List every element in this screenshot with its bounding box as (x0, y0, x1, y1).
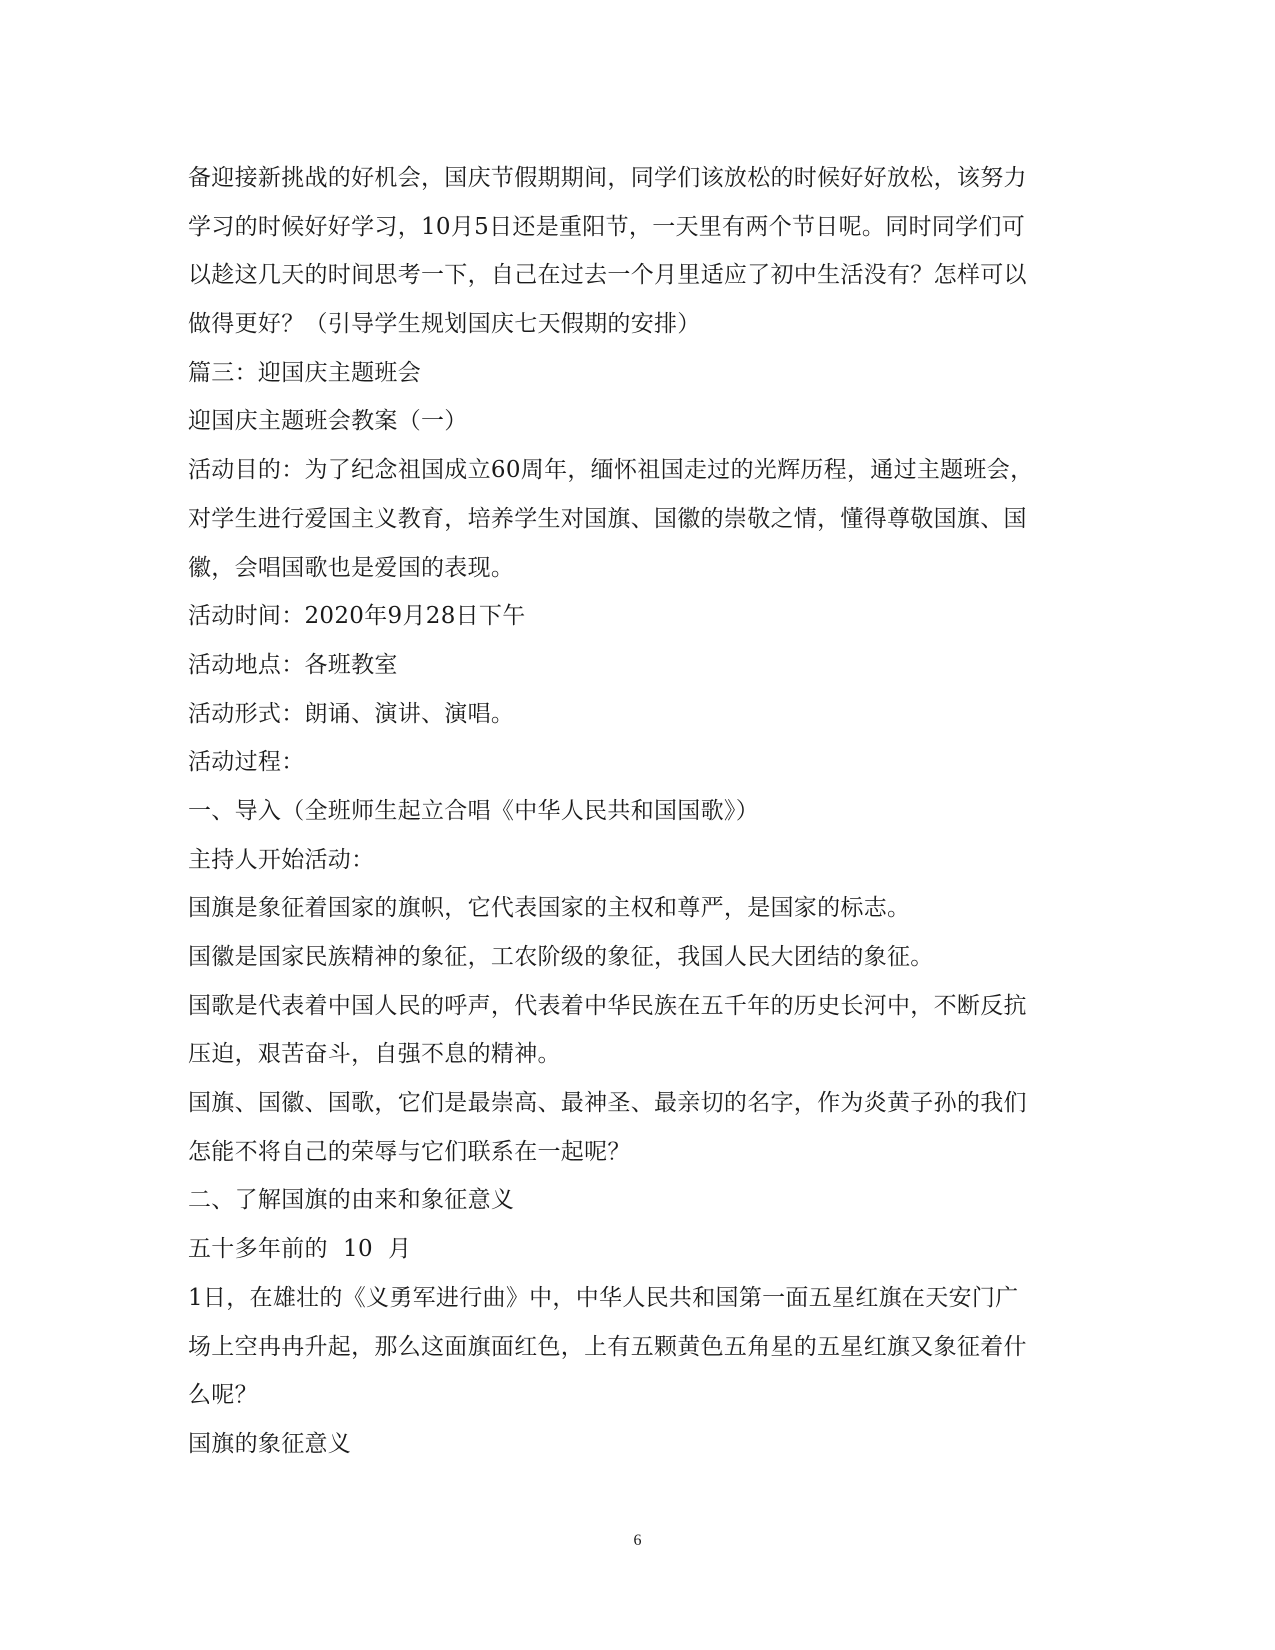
text-line: 国歌是代表着中国人民的呼声，代表着中华民族在五千年的历史长河中，不断反抗 (188, 992, 1027, 1019)
text-line: 学习的时候好好学习，10月5日还是重阳节，一天里有两个节日呢。同时同学们可 (188, 213, 1025, 240)
text-line: 国旗、国徽、国歌，它们是最崇高、最神圣、最亲切的名字，作为炎黄子孙的我们 (188, 1090, 1027, 1117)
activity-format: 活动形式：朗诵、演讲、演唱。 (188, 700, 515, 727)
text-line: 么呢？ (188, 1382, 258, 1409)
text-line: 国旗是象征着国家的旗帜，它代表国家的主权和尊严，是国家的标志。 (188, 895, 911, 922)
text-line: 徽，会唱国歌也是爱国的表现。 (188, 554, 515, 581)
lesson-plan-title: 迎国庆主题班会教案（一） (188, 408, 468, 435)
step-two-heading: 二、了解国旗的由来和象征意义 (188, 1187, 515, 1214)
step-one-heading: 一、导入（全班师生起立合唱《中华人民共和国国歌》） (188, 797, 759, 824)
text-line: 国徽是国家民族精神的象征，工农阶级的象征，我国人民大团结的象征。 (188, 944, 934, 970)
text-line: 场上空冉冉升起，那么这面旗面红色，上有五颗黄色五角星的五星红旗又象征着什 (188, 1333, 1027, 1360)
text-line: 对学生进行爱国主义教育，培养学生对国旗、国徽的崇敬之情，懂得尊敬国旗、国 (188, 505, 1027, 532)
text-line: 主持人开始活动： (188, 846, 375, 873)
subsection-heading: 国旗的象征意义 (188, 1430, 352, 1457)
text-line: 活动目的：为了纪念祖国成立60周年，缅怀祖国走过的光辉历程，通过主题班会， (188, 457, 1034, 484)
text-line: 备迎接新挑战的好机会，国庆节假期期间，同学们该放松的时候好好放松，该努力 (188, 165, 1027, 191)
text-line: 以趁这几天的时间思考一下，自己在过去一个月里适应了初中生活没有？怎样可以 (188, 262, 1027, 289)
activity-process-heading: 活动过程： (188, 749, 305, 776)
text-line: 怎能不将自己的荣辱与它们联系在一起呢？ (188, 1138, 631, 1165)
text-line: 五十多年前的 10 月 (188, 1236, 412, 1263)
text-line: 1日，在雄壮的《义勇军进行曲》中，中华人民共和国第一面五星红旗在天安门广 (188, 1284, 1019, 1311)
activity-location: 活动地点：各班教室 (188, 651, 398, 678)
text-line: 压迫，艰苦奋斗，自强不息的精神。 (188, 1041, 561, 1068)
section-heading: 篇三：迎国庆主题班会 (188, 359, 421, 386)
text-line: 做得更好？（引导学生规划国庆七天假期的安排） (188, 311, 701, 338)
page-number: 6 (633, 1532, 642, 1549)
body-text (188, 154, 1093, 1469)
activity-time: 活动时间：2020年9月28日下午 (188, 603, 526, 630)
